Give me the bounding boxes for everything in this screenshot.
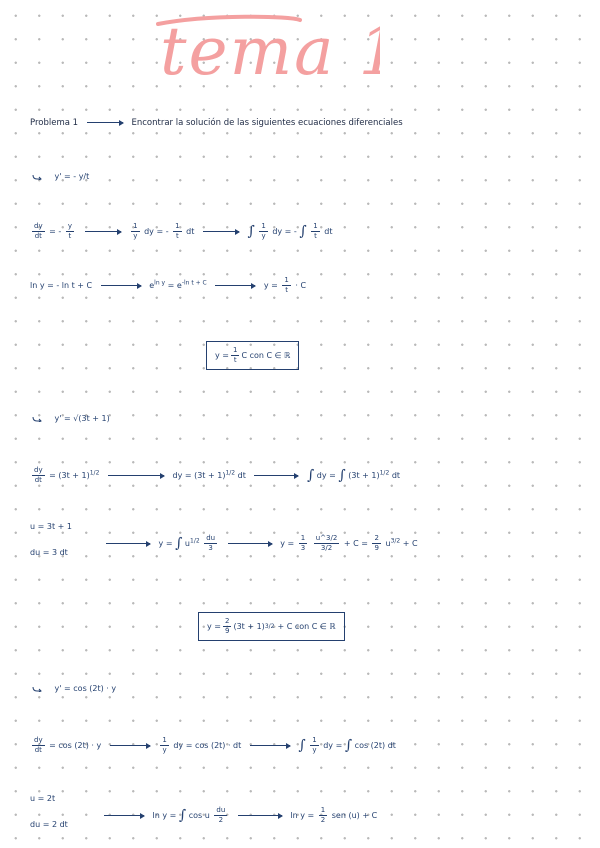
curved-arrow-icon bbox=[32, 174, 42, 180]
math-text: (3t + 1) bbox=[348, 471, 380, 480]
math-text: y = bbox=[158, 539, 173, 548]
p3-separation-line bbox=[30, 736, 396, 755]
arrow-icon bbox=[203, 231, 239, 232]
fraction: $\frac{u\^{}3/2}{3/2}$ bbox=[315, 534, 338, 552]
p1-separation-line bbox=[30, 222, 332, 241]
fraction: $\frac{1}{y}$ bbox=[162, 736, 167, 754]
exponent: 1/2 bbox=[190, 537, 200, 545]
p2-separation-line bbox=[30, 466, 400, 485]
arrow-icon bbox=[101, 285, 141, 286]
p3-substitution-line bbox=[98, 806, 377, 825]
p1-log-line bbox=[30, 276, 306, 295]
p2-sub-u bbox=[30, 522, 72, 531]
p2-sub-du bbox=[30, 548, 68, 557]
math-text: + C = bbox=[343, 539, 368, 548]
arrow-icon bbox=[87, 122, 123, 123]
math-text: y = bbox=[207, 622, 221, 631]
p3-eq-text: y' = cos (2t) · y bbox=[54, 684, 117, 693]
integral-sign: ∫ bbox=[344, 737, 353, 754]
page-title bbox=[150, 2, 380, 92]
math-text: dy = - bbox=[144, 227, 169, 236]
exponent: 1/2 bbox=[225, 469, 236, 477]
math-text: dt bbox=[237, 471, 246, 480]
math-text: + C con C ∈ ℝ bbox=[277, 622, 336, 631]
math-text: u bbox=[385, 539, 391, 548]
fraction: $\frac{du}{3}$ bbox=[206, 534, 216, 552]
math-text: cos (2t) dt bbox=[354, 741, 396, 750]
math-text: dy = cos (2t) · dt bbox=[173, 741, 242, 750]
math-text: ln y = bbox=[152, 811, 177, 820]
fraction: $\frac{1}{t}$ bbox=[175, 222, 180, 240]
integral-sign: ∫ bbox=[178, 807, 187, 824]
math-text: sen (u) + C bbox=[331, 811, 378, 820]
math-text: · C bbox=[295, 281, 307, 290]
math-text: dt bbox=[324, 227, 333, 236]
arrow-icon bbox=[228, 543, 272, 544]
math-text: dy = - bbox=[272, 227, 297, 236]
p2-eq-text: y' = √(3t + 1) bbox=[54, 414, 110, 423]
arrow-icon bbox=[104, 815, 144, 816]
p3-sub-du bbox=[30, 820, 68, 829]
math-text: u = 3t + 1 bbox=[30, 522, 72, 531]
integral-sign: ∫ bbox=[175, 535, 183, 552]
curved-arrow-icon bbox=[32, 416, 42, 422]
fraction: $\frac{1}{t}$ bbox=[232, 346, 238, 364]
integral-sign: ∫ bbox=[299, 223, 307, 240]
math-text: u bbox=[184, 539, 190, 548]
problem-heading bbox=[30, 118, 403, 128]
p1-eq-text: y' = - y/t bbox=[54, 172, 90, 181]
math-text: ln y = bbox=[290, 811, 315, 820]
fraction: $\frac{1}{y}$ bbox=[261, 222, 266, 240]
exponent: 1/2 bbox=[379, 469, 390, 477]
fraction: $\frac{1}{y}$ bbox=[312, 736, 317, 754]
fraction: $\frac{1}{y}$ bbox=[133, 222, 138, 240]
math-text: cos u bbox=[188, 811, 210, 820]
fraction: $\frac{dy}{dt}$ bbox=[34, 466, 43, 484]
math-text: y = bbox=[215, 351, 229, 360]
math-text: ln y = - ln t + C bbox=[30, 281, 93, 290]
math-text: C con C ∈ ℝ bbox=[241, 351, 291, 360]
p3-sub-u bbox=[30, 794, 55, 803]
arrow-icon bbox=[254, 475, 298, 476]
exponent: ln y bbox=[154, 279, 166, 287]
integral-sign: ∫ bbox=[338, 467, 346, 484]
math-text: e bbox=[176, 281, 182, 290]
math-text: dy = bbox=[316, 471, 336, 480]
integral-sign: ∫ bbox=[306, 467, 315, 484]
integral-sign: ∫ bbox=[298, 737, 306, 754]
math-text: y = bbox=[280, 539, 295, 548]
integral-sign: ∫ bbox=[247, 223, 255, 240]
fraction: $\frac{dy}{dt}$ bbox=[34, 736, 43, 754]
fraction: $\frac{2}{9}$ bbox=[374, 534, 379, 552]
fraction: $\frac{y}{t}$ bbox=[67, 222, 72, 240]
math-text: dt bbox=[391, 471, 401, 480]
curved-arrow-icon bbox=[32, 686, 42, 692]
fraction: $\frac{dy}{dt}$ bbox=[34, 222, 43, 240]
math-text: = cos (2t) · y bbox=[49, 741, 102, 750]
arrow-icon bbox=[85, 231, 121, 232]
math-text: y = bbox=[263, 281, 278, 290]
exponent: 3/2 bbox=[390, 537, 401, 545]
math-text: = bbox=[167, 281, 175, 290]
math-text: dy = (3t + 1) bbox=[172, 471, 226, 480]
arrow-icon bbox=[238, 815, 282, 816]
exponent: 3/2 bbox=[264, 623, 275, 630]
fraction: $\frac{1}{3}$ bbox=[300, 534, 306, 552]
fraction: $\frac{1}{2}$ bbox=[320, 806, 326, 824]
exponent: 1/2 bbox=[89, 469, 100, 477]
p1-equation bbox=[32, 172, 89, 181]
exponent: -ln t + C bbox=[181, 279, 207, 287]
math-text: = - bbox=[49, 227, 62, 236]
fraction: $\frac{2}{9}$ bbox=[224, 617, 230, 635]
math-text: du = 3 dt bbox=[30, 548, 68, 557]
title-lettering bbox=[150, 2, 380, 92]
fraction: $\frac{1}{t}$ bbox=[284, 276, 289, 294]
problem-statement: Encontrar la solución de las siguientes ecuaciones diferenciales bbox=[131, 118, 403, 128]
arrow-icon bbox=[215, 285, 255, 286]
math-text: du = 2 dt bbox=[30, 820, 68, 829]
problem-label: Problema 1 bbox=[30, 118, 79, 128]
math-text: (3t + 1) bbox=[233, 622, 265, 631]
fraction: $\frac{du}{2}$ bbox=[216, 806, 226, 824]
fraction: $\frac{1}{t}$ bbox=[313, 222, 318, 240]
arrow-icon bbox=[110, 745, 150, 746]
arrow-icon bbox=[106, 543, 150, 544]
p1-solution-box bbox=[206, 341, 299, 370]
math-text: = (3t + 1) bbox=[49, 471, 90, 480]
math-text: e bbox=[149, 281, 155, 290]
math-text: dy = bbox=[323, 741, 343, 750]
p2-substitution-line bbox=[100, 534, 418, 553]
math-text: dt bbox=[186, 227, 195, 236]
math-text: u = 2t bbox=[30, 794, 56, 803]
arrow-icon bbox=[108, 475, 164, 476]
math-text: + C bbox=[402, 539, 418, 548]
p2-equation bbox=[32, 414, 110, 423]
arrow-icon bbox=[250, 745, 290, 746]
title-text: tema 1 bbox=[160, 13, 380, 90]
p2-solution-box bbox=[198, 612, 345, 641]
p3-equation bbox=[32, 684, 116, 693]
